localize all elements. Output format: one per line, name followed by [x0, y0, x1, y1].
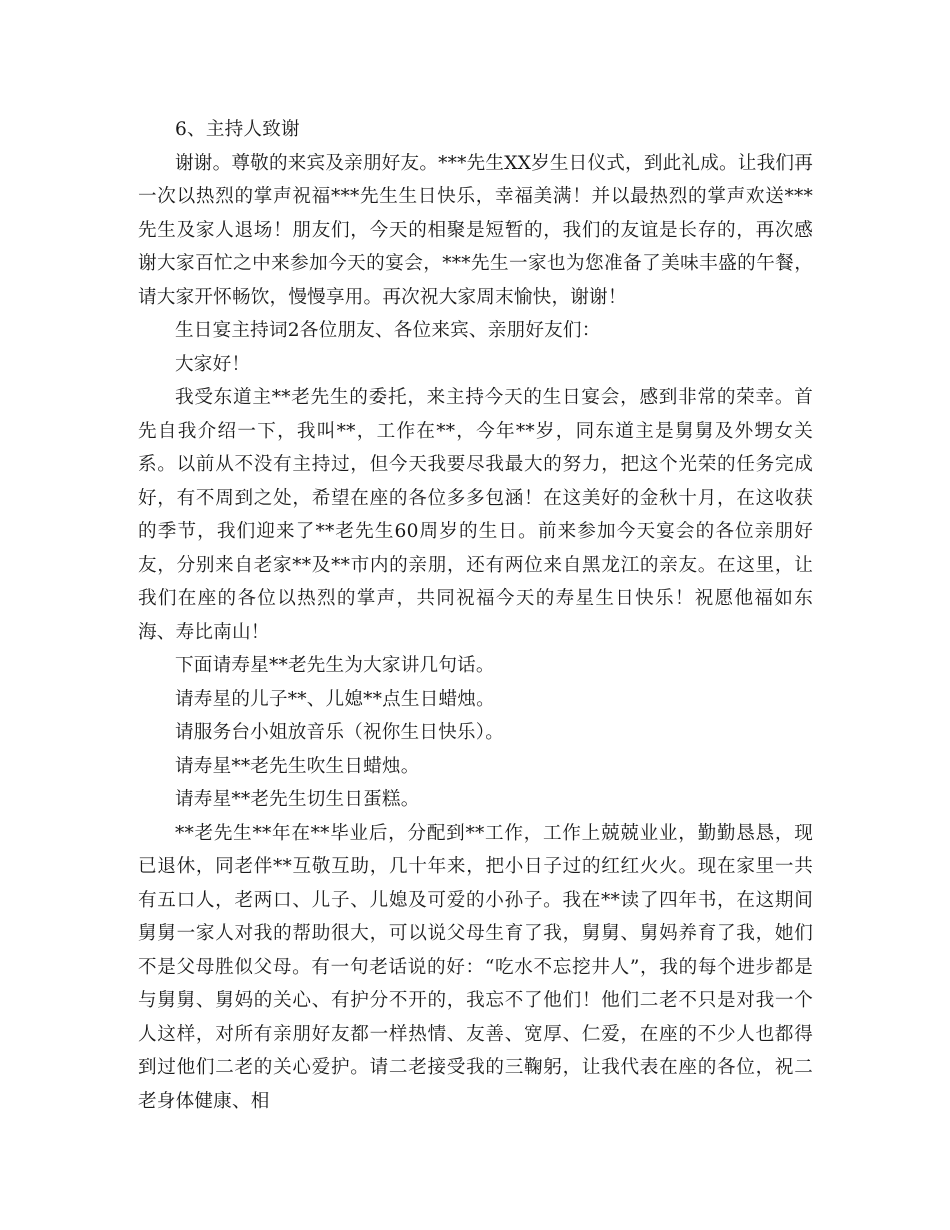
paragraph-hello: 大家好！: [175, 353, 251, 375]
paragraph-thanks-speech: 谢谢。尊敬的来宾及亲朋好友。***先生XX岁生日仪式，到此礼成。让我们再一次以热烈的掌声祝福***先生生日快乐，幸福美满！并以最热烈的掌声欢送***先生及家人退场！朋友们，今天的相聚是短暂的，我们的友谊是长存的，再次感谢大家百忙之中来参加今天的宴会，***先生一家也为您准备了美味丰盛的午餐，请大家开怀畅饮，慢慢享用。再次祝大家周末愉快，谢谢！: [138, 152, 813, 308]
paragraph-biography: **老先生**年在**毕业后，分配到**工作，工作上兢兢业业，勤勤恳恳，现已退休，同老伴**互敬互助，几十年来，把小日子过的红红火火。现在家里一共有五口人，老两口、儿子、儿媳及可爱的小孙子。我在**读了四年书，在这期间舅舅一家人对我的帮助很大，可以说父母生育了我，舅舅、舅妈养育了我，她们不是父母胜似父母。有一句老话说的好：“吃水不忘挖井人”，我的每个进步都是与舅舅、舅妈的关心、有护分不开的，我忘不了他们！他们二老不只是对我一个人这样，对所有亲朋好友都一样热情、友善、宽厚、仁爱，在座的不少人也都得到过他们二老的关心爱护。请二老接受我的三鞠躬，让我代表在座的各位，祝二老身体健康、相: [138, 822, 813, 1112]
section-heading-host-thanks: 6、主持人致谢: [175, 119, 300, 140]
paragraph-speech-2-greeting: 生日宴主持词2各位朋友、各位来宾、亲朋好友们：: [175, 320, 601, 341]
paragraph-play-music: 请服务台小姐放音乐（祝你生日快乐）。: [175, 722, 504, 743]
paragraph-blow-candles: 请寿星**老先生吹生日蜡烛。: [175, 755, 420, 777]
paragraph-cut-cake: 请寿星**老先生切生日蛋糕。: [175, 789, 420, 810]
paragraph-speech-invitation: 下面请寿星**老先生为大家讲几句话。: [175, 655, 495, 676]
paragraph-host-introduction: 我受东道主**老先生的委托，来主持今天的生日宴会，感到非常的荣幸。首先自我介绍一下，我叫**，工作在**，今年**岁，同东道主是舅舅及外甥女关系。以前从不没有主持过，但今天我要尽我最大的努力，把这个光荣的任务完成好，有不周到之处，希望在座的各位多多包涵！在这美好的金秋十月，在这收获的季节，我们迎来了**老先生60周岁的生日。前来参加今天宴会的各位亲朋好友，分别来自老家**及**市内的亲朋，还有两位来自黑龙江的亲友。在这里，让我们在座的各位以热烈的掌声，共同祝福今天的寿星生日快乐！祝愿他福如东海、寿比南山！: [138, 387, 813, 643]
document-body: [138, 113, 813, 1118]
paragraph-light-candles: 请寿星的儿子**、儿媳**点生日蜡烛。: [175, 688, 495, 710]
